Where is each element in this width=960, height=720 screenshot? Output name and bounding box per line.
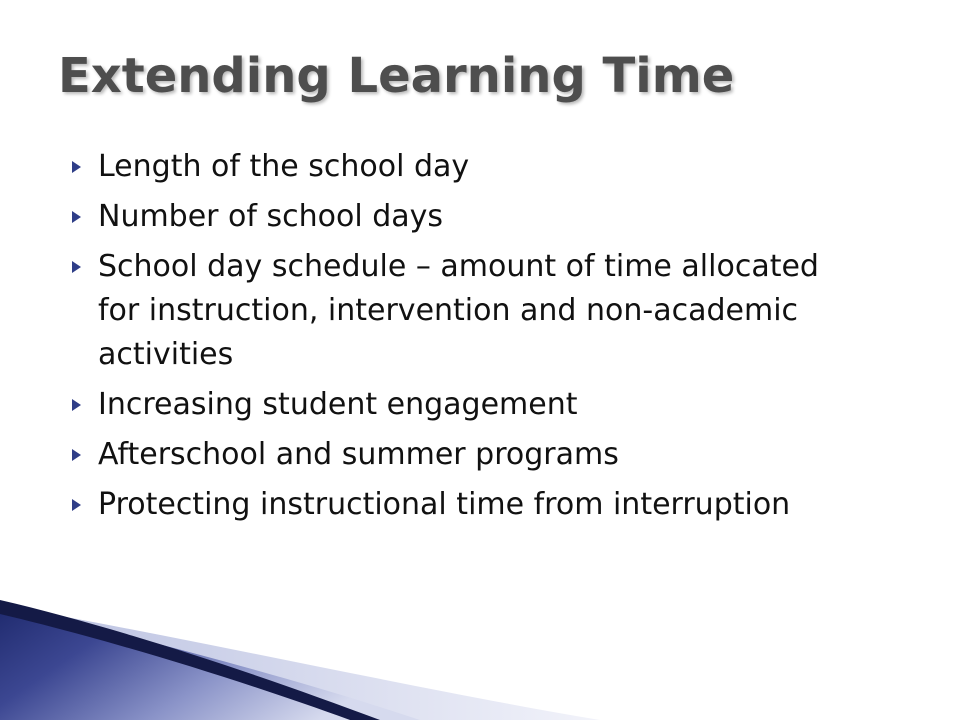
- bullet-text: Length of the school day: [98, 149, 470, 184]
- slide-title: Extending Learning Time: [58, 48, 735, 104]
- bullet-text: Number of school days: [98, 199, 444, 234]
- bullet-text: Increasing student engagement: [98, 387, 578, 422]
- bullet-text: School day schedule – amount of time allocated for instruction, intervention and non-academic activities: [98, 249, 819, 372]
- bullet-text: Afterschool and summer programs: [98, 437, 619, 472]
- bullet-text: Protecting instructional time from interruption: [98, 487, 791, 522]
